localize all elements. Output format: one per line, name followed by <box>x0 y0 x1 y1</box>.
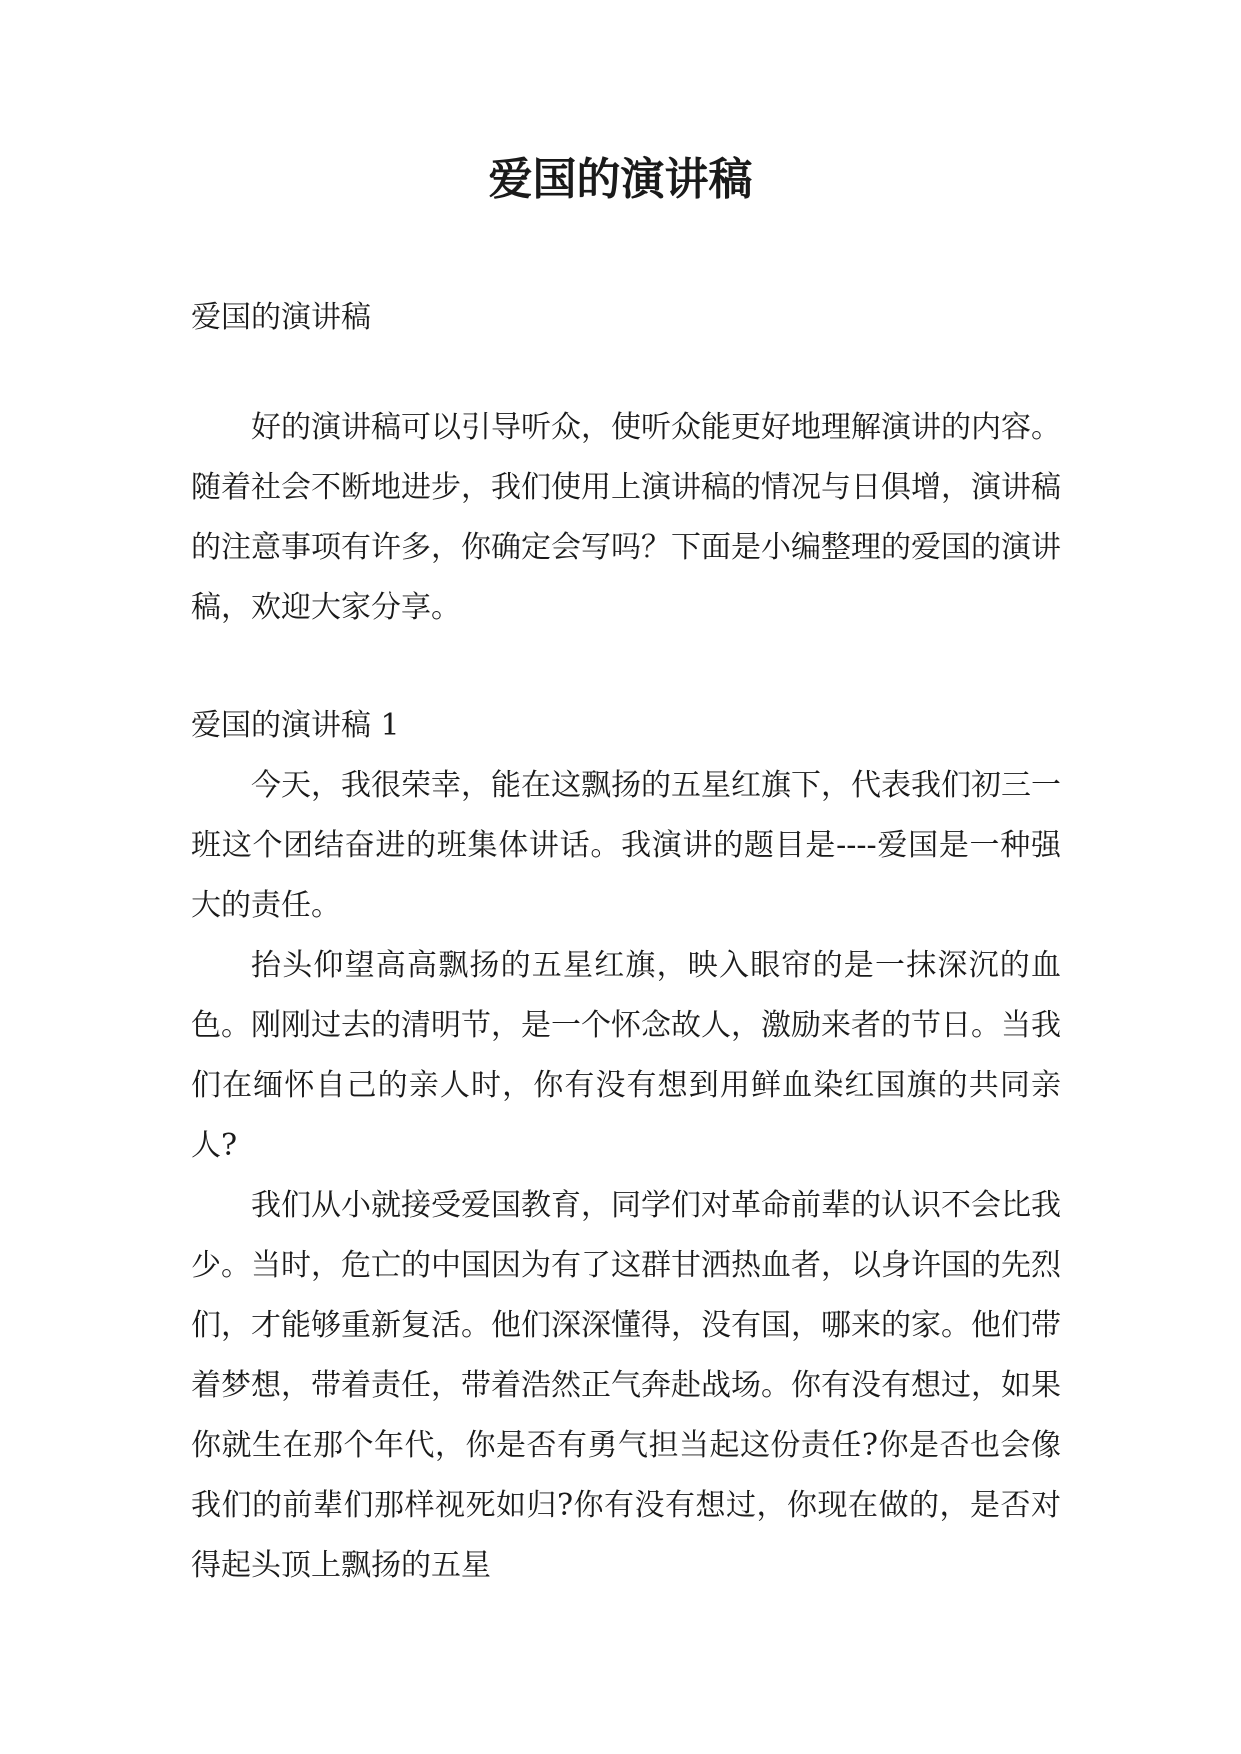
intro-section <box>191 398 1061 638</box>
document-subtitle: 爱国的演讲稿 <box>191 300 371 335</box>
paragraph-1: 今天，我很荣幸，能在这飘扬的五星红旗下，代表我们初三一班这个团结奋进的班集体讲话。我演讲的题目是----爱国是一种强大的责任。 <box>191 768 1061 923</box>
intro-paragraph: 好的演讲稿可以引导听众，使听众能更好地理解演讲的内容。随着社会不断地进步，我们使用上演讲稿的情况与日俱增，演讲稿的注意事项有许多，你确定会写吗？下面是小编整理的爱国的演讲稿，欢迎大家分享。 <box>191 410 1061 625</box>
paragraph-2: 抬头仰望高高飘扬的五星红旗，映入眼帘的是一抹深沉的血色。刚刚过去的清明节，是一个怀念故人，激励来者的节日。当我们在缅怀自己的亲人时，你有没有想到用鲜血染红国旗的共同亲人? <box>191 948 1061 1163</box>
paragraph-3: 我们从小就接受爱国教育，同学们对革命前辈的认识不会比我少。当时，危亡的中国因为有了这群甘洒热血者，以身许国的先烈们，才能够重新复活。他们深深懂得，没有国，哪来的家。他们带着梦想，带着责任，带着浩然正气奔赴战场。你有没有想过，如果你就生在那个年代，你是否有勇气担当起这份责任?你是否也会像我们的前辈们那样视死如归?你有没有想过，你现在做的，是否对得起头顶上飘扬的五星 <box>191 1188 1061 1583</box>
section-heading: 爱国的演讲稿 1 <box>191 708 400 743</box>
document-title: 爱国的演讲稿 <box>488 154 753 205</box>
speech-section-1 <box>191 696 1061 1596</box>
